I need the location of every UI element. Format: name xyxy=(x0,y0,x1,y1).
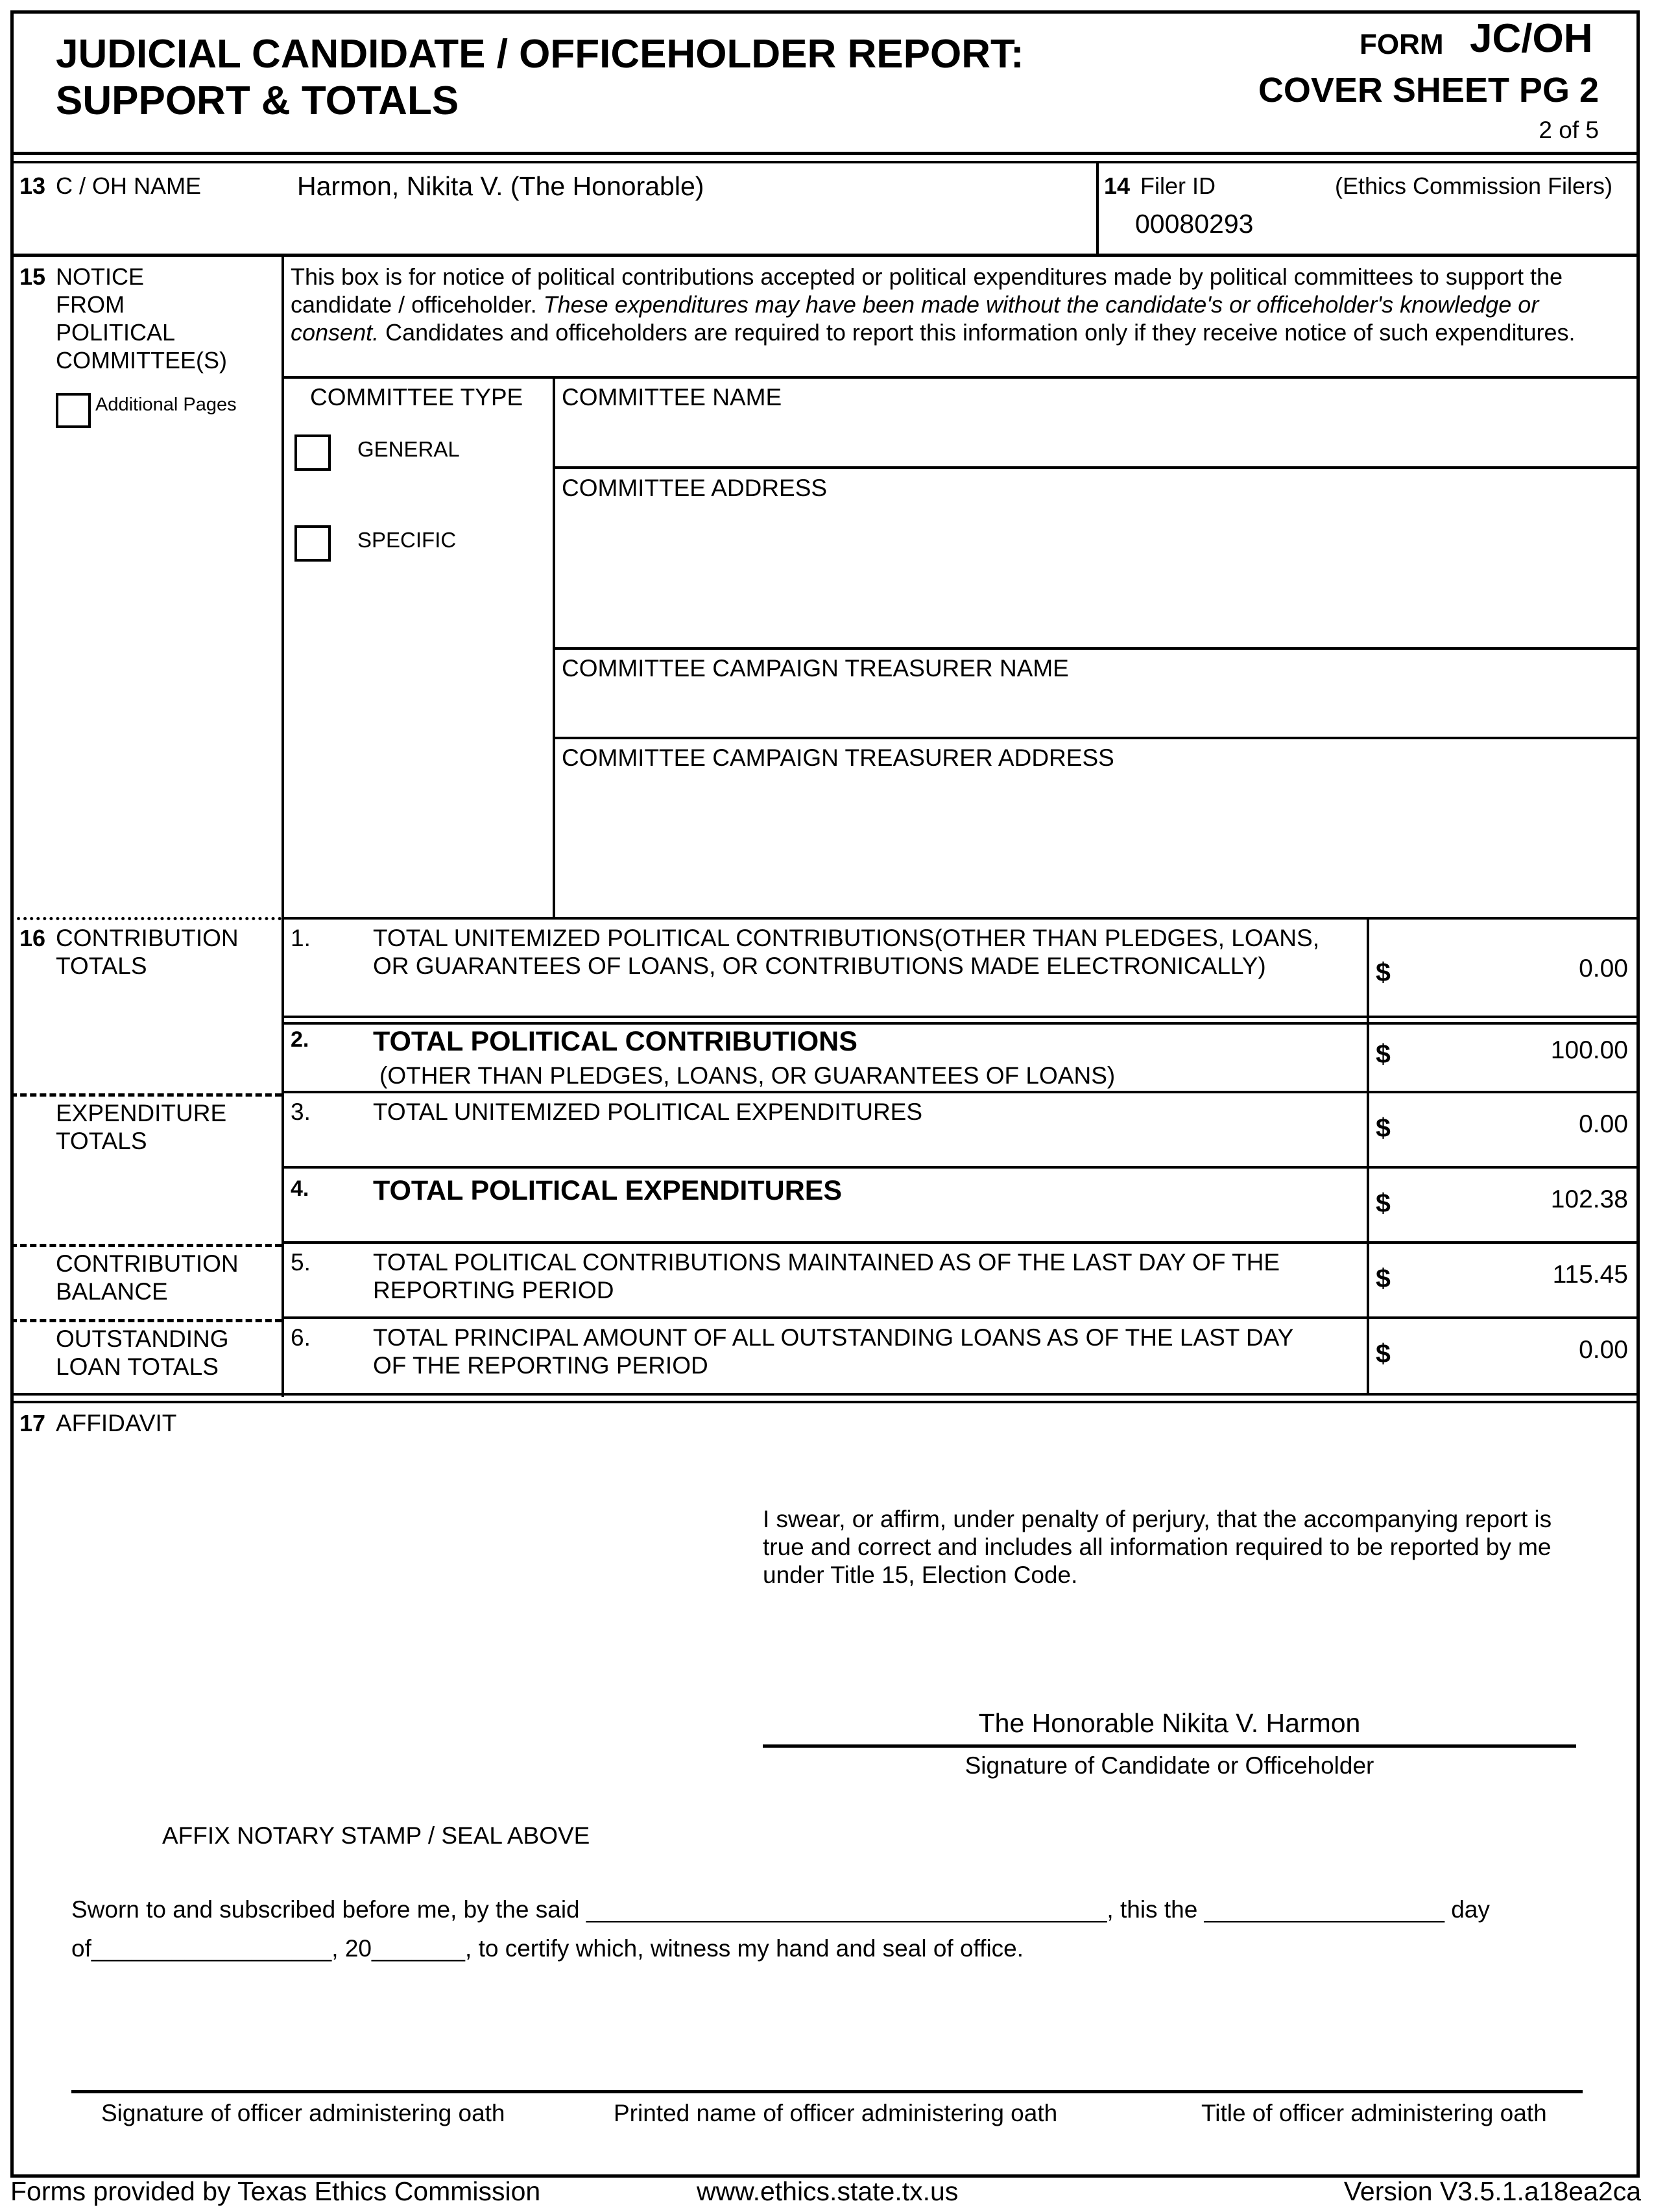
header-divider xyxy=(10,152,1640,155)
notice-text-line2 xyxy=(291,291,1539,318)
specific-label: SPECIFIC xyxy=(357,528,457,552)
notice-text-line3-plain: Candidates and officeholders are required to report this information only if they receive notice of such expenditures. xyxy=(385,319,1576,346)
treasurer-address-label: COMMITTEE CAMPAIGN TREASURER ADDRESS xyxy=(562,744,1114,771)
row4-desc-line1: TOTAL POLITICAL EXPENDITURES xyxy=(373,1175,843,1206)
row3-desc-line1: TOTAL UNITEMIZED POLITICAL EXPENDITURES xyxy=(373,1099,923,1125)
row3-rule xyxy=(282,1166,1640,1169)
row2-rule xyxy=(282,1091,1640,1093)
general-label: GENERAL xyxy=(357,437,460,461)
row4-rule xyxy=(282,1241,1640,1244)
row2-desc-line1: TOTAL POLITICAL CONTRIBUTIONS xyxy=(373,1026,857,1057)
filer-id-field[interactable]: 00080293 xyxy=(1135,209,1254,239)
loan-dashed-rule xyxy=(10,1319,282,1322)
affidavit-label: AFFIDAVIT xyxy=(56,1410,177,1436)
notice-label-3: POLITICAL xyxy=(56,319,176,346)
balance-dashed-rule xyxy=(10,1244,282,1247)
officer-signature-caption: Signature of officer administering oath xyxy=(101,2100,505,2126)
row3-currency: $ xyxy=(1376,1113,1391,1143)
row1-rule-2 xyxy=(282,1022,1640,1025)
outstanding-loan-label-2: LOAN TOTALS xyxy=(56,1353,219,1380)
notice-bottom-rule xyxy=(282,376,1640,379)
general-checkbox[interactable] xyxy=(294,434,331,471)
row5-desc-line2: REPORTING PERIOD xyxy=(373,1277,614,1303)
officer-printed-name-caption: Printed name of officer administering oath xyxy=(614,2100,1058,2126)
s16-bottom-rule xyxy=(10,1393,1640,1396)
expenditure-totals-label-1: EXPENDITURE xyxy=(56,1100,227,1126)
notice-text-line2-plain: candidate / officeholder. xyxy=(291,291,537,318)
outstanding-loan-label-1: OUTSTANDING xyxy=(56,1326,229,1352)
row3-number: 3. xyxy=(291,1099,311,1125)
form-title-line2: SUPPORT & TOTALS xyxy=(56,78,459,123)
s14-bottom-rule xyxy=(10,254,1640,257)
expenditure-totals-label-2: TOTALS xyxy=(56,1128,147,1154)
row6-number: 6. xyxy=(291,1324,311,1351)
row6-desc-line2: OF THE REPORTING PERIOD xyxy=(373,1352,708,1379)
notice-text-line3-italic: consent. xyxy=(291,319,379,346)
s16-bottom-rule-2 xyxy=(10,1401,1640,1403)
oath-text-line3: under Title 15, Election Code. xyxy=(763,1562,1078,1588)
footer-version: Version V3.5.1.a18ea2ca xyxy=(1343,2176,1641,2206)
row5-number: 5. xyxy=(291,1249,311,1276)
sworn-statement-line1: Sworn to and subscribed before me, by the said _______________________________________, this the __________________ day xyxy=(71,1896,1490,1923)
treasurer-name-rule xyxy=(553,737,1640,739)
footer-provider: Forms provided by Texas Ethics Commission xyxy=(10,2176,541,2206)
row1-desc-line2: OR GUARANTEES OF LOANS, OR CONTRIBUTIONS MADE ELECTRONICALLY) xyxy=(373,953,1266,979)
cand-name-label: C / OH NAME xyxy=(56,172,202,199)
candidate-signature-caption: Signature of Candidate or Officeholder xyxy=(965,1752,1374,1779)
cand-name-field[interactable]: Harmon, Nikita V. (The Honorable) xyxy=(297,171,704,201)
header-divider-2 xyxy=(10,161,1640,163)
treasurer-name-label: COMMITTEE CAMPAIGN TREASURER NAME xyxy=(562,655,1069,682)
committee-type-label: COMMITTEE TYPE xyxy=(310,384,523,410)
amount-column-divider xyxy=(1367,918,1369,1396)
notice-label-1: NOTICE xyxy=(56,263,145,290)
section-14-number: 14 xyxy=(1104,172,1131,199)
row4-amount[interactable]: 102.38 xyxy=(1550,1185,1628,1213)
oath-text-line2: true and correct and includes all information required to be reported by me xyxy=(763,1534,1552,1560)
row5-desc-line1: TOTAL POLITICAL CONTRIBUTIONS MAINTAINED AS OF THE LAST DAY OF THE xyxy=(373,1249,1280,1276)
row3-amount[interactable]: 0.00 xyxy=(1579,1110,1628,1138)
row1-amount[interactable]: 0.00 xyxy=(1579,955,1628,982)
candidate-signature-line xyxy=(763,1744,1576,1748)
s15-s16-dotted-rule xyxy=(10,917,282,920)
notice-label-4: COMMITTEE(S) xyxy=(56,347,227,374)
row1-rule xyxy=(282,1016,1640,1018)
contribution-balance-label-2: BALANCE xyxy=(56,1278,168,1305)
section-13-number: 13 xyxy=(19,172,46,199)
contribution-totals-label-1: CONTRIBUTION xyxy=(56,925,239,951)
filer-id-note: (Ethics Commission Filers) xyxy=(1335,172,1613,199)
page-indicator: 2 of 5 xyxy=(1539,117,1599,143)
additional-pages-label: Additional Pages xyxy=(95,394,237,415)
row5-rule xyxy=(282,1316,1640,1319)
section-17-number: 17 xyxy=(19,1410,46,1436)
row2-amount[interactable]: 100.00 xyxy=(1550,1036,1628,1064)
candidate-signature-field[interactable]: The Honorable Nikita V. Harmon xyxy=(978,1708,1361,1738)
left-column-divider xyxy=(282,257,284,1397)
filer-id-label: Filer ID xyxy=(1140,172,1216,199)
section-15-number: 15 xyxy=(19,263,46,290)
row1-currency: $ xyxy=(1376,957,1391,987)
row2-number: 2. xyxy=(291,1027,309,1052)
row6-currency: $ xyxy=(1376,1338,1391,1368)
officer-title-caption: Title of officer administering oath xyxy=(1201,2100,1547,2126)
row1-desc-line1: TOTAL UNITEMIZED POLITICAL CONTRIBUTIONS(OTHER THAN PLEDGES, LOANS, xyxy=(373,925,1319,951)
notice-label-2: FROM xyxy=(56,291,125,318)
row6-desc-line1: TOTAL PRINCIPAL AMOUNT OF ALL OUTSTANDING LOANS AS OF THE LAST DAY xyxy=(373,1324,1294,1351)
additional-pages-checkbox[interactable] xyxy=(56,393,91,428)
s13-s14-divider xyxy=(1096,162,1099,257)
row2-desc-line2: (OTHER THAN PLEDGES, LOANS, OR GUARANTEES OF LOANS) xyxy=(379,1062,1116,1089)
form-label: FORM xyxy=(1360,29,1444,60)
committee-name-rule xyxy=(553,466,1640,469)
committee-name-label: COMMITTEE NAME xyxy=(562,384,782,410)
s15-s16-rule xyxy=(282,917,1640,920)
contribution-balance-label-1: CONTRIBUTION xyxy=(56,1250,239,1277)
row2-currency: $ xyxy=(1376,1039,1391,1069)
cover-sheet-label: COVER SHEET PG 2 xyxy=(1258,71,1599,110)
specific-checkbox[interactable] xyxy=(294,525,331,562)
row1-number: 1. xyxy=(291,925,311,951)
form-code: JC/OH xyxy=(1470,16,1593,61)
oath-text-line1: I swear, or affirm, under penalty of perjury, that the accompanying report is xyxy=(763,1506,1552,1532)
row4-currency: $ xyxy=(1376,1188,1391,1218)
expenditure-dashed-rule xyxy=(10,1093,282,1097)
row5-currency: $ xyxy=(1376,1263,1391,1293)
notice-text-line1: This box is for notice of political contributions accepted or political expenditures made by political committees to support the xyxy=(291,263,1563,290)
row5-amount[interactable]: 115.45 xyxy=(1552,1261,1628,1289)
row6-amount[interactable]: 0.00 xyxy=(1579,1336,1628,1364)
contribution-totals-label-2: TOTALS xyxy=(56,953,147,979)
committee-address-label: COMMITTEE ADDRESS xyxy=(562,475,828,501)
notice-text-line2-italic: These expenditures may have been made without the candidate's or officeholder's knowledge or xyxy=(543,291,1539,318)
row4-number: 4. xyxy=(291,1176,309,1201)
sworn-statement-line2: of__________________, 20_______, to certify which, witness my hand and seal of office. xyxy=(71,1935,1024,1962)
footer-website[interactable]: www.ethics.state.tx.us xyxy=(697,2176,959,2206)
section-16-number: 16 xyxy=(19,925,46,951)
form-title-line1: JUDICIAL CANDIDATE / OFFICEHOLDER REPORT: xyxy=(56,32,1024,77)
notary-seal-label: AFFIX NOTARY STAMP / SEAL ABOVE xyxy=(162,1822,590,1849)
notice-text-line3 xyxy=(291,319,1576,346)
committee-address-rule xyxy=(553,647,1640,650)
officer-signature-line xyxy=(71,2090,1583,2093)
